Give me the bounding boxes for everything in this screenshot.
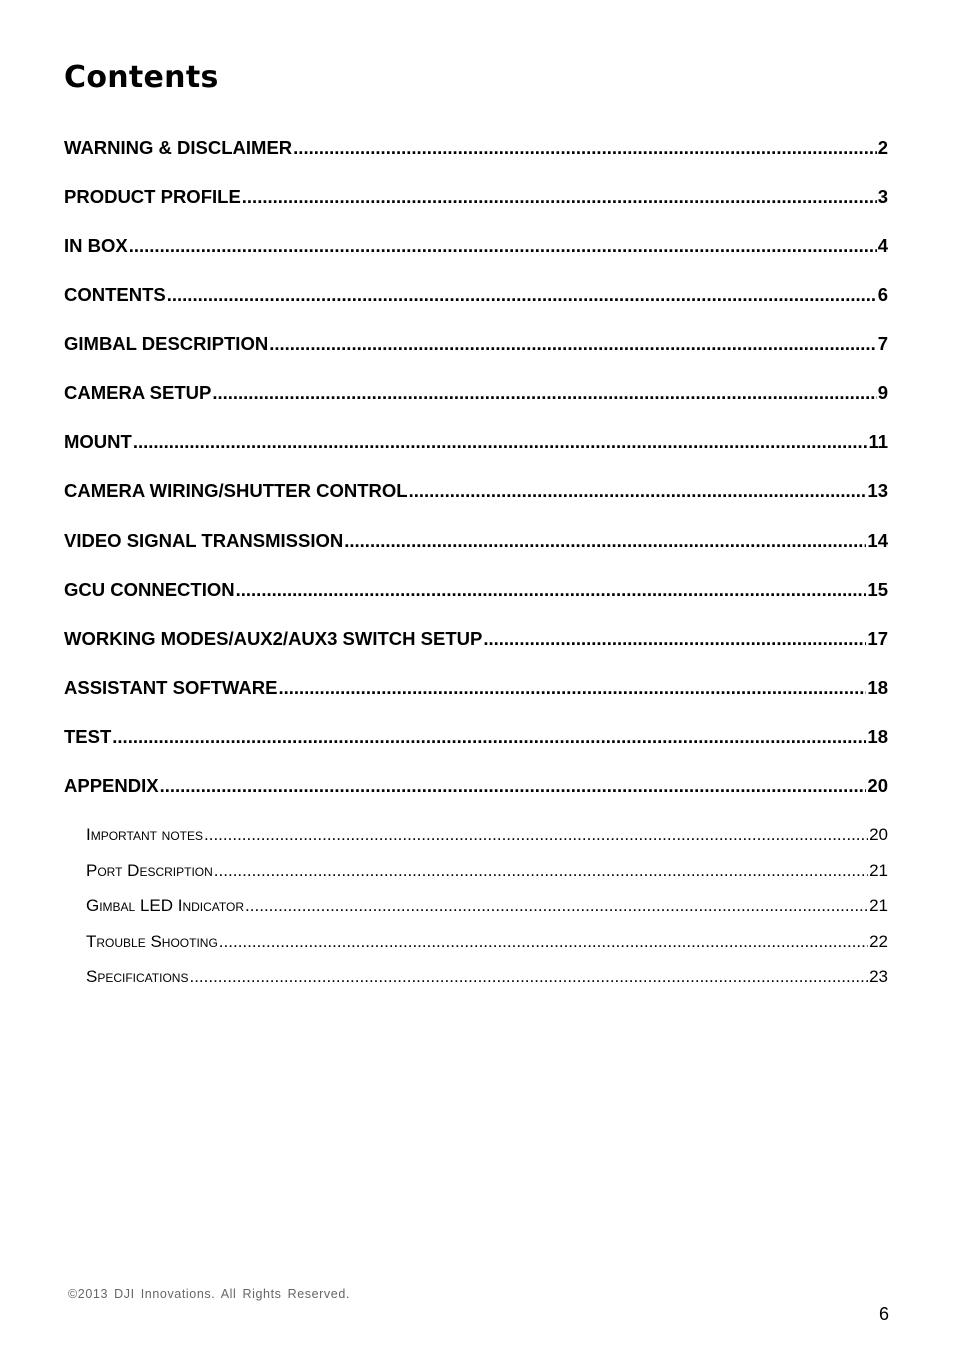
toc-entry-page: 4: [877, 235, 888, 256]
toc-leader-dots: [483, 627, 866, 651]
toc-entry-page: 3: [877, 186, 888, 207]
toc-entry-in-box[interactable]: [64, 234, 888, 258]
toc-entry-title: TEST: [64, 726, 112, 747]
toc-entry-page: 20: [869, 825, 888, 844]
toc-leader-dots: [409, 479, 867, 503]
toc-entry-title: Trouble Shooting: [86, 932, 218, 951]
toc-leader-dots: [344, 529, 866, 553]
toc-entry-warning-disclaimer[interactable]: [64, 136, 888, 160]
toc-entry-appendix[interactable]: [64, 774, 888, 798]
toc-entry-test[interactable]: [64, 725, 888, 749]
toc-leader-dots: [236, 578, 867, 602]
toc-leader-dots: [189, 965, 868, 989]
toc-leader-dots: [269, 332, 877, 356]
toc-entry-page: 21: [869, 861, 888, 880]
toc-leader-dots: [293, 136, 877, 160]
toc-entry-camera-setup[interactable]: [64, 381, 888, 405]
toc-entry-camera-wiring[interactable]: [64, 479, 888, 503]
toc-entry-title: Port Description: [86, 861, 213, 880]
toc-entry-working-modes[interactable]: [64, 627, 888, 651]
toc-entry-page: 9: [877, 382, 888, 403]
toc-entry-title: ASSISTANT SOFTWARE: [64, 677, 278, 698]
toc-entry-page: 20: [867, 775, 888, 796]
toc-entry-contents[interactable]: [64, 283, 888, 307]
toc-subentry-important-notes[interactable]: [86, 823, 888, 847]
toc-entry-title: APPENDIX: [64, 775, 159, 796]
toc-subentry-port-description[interactable]: [86, 859, 888, 883]
toc-entry-page: 18: [867, 677, 888, 698]
toc-entry-assistant-software[interactable]: [64, 676, 888, 700]
toc-leader-dots: [278, 676, 866, 700]
toc-entry-page: 23: [869, 967, 888, 986]
toc-entry-title: Important notes: [86, 825, 204, 844]
toc-leader-dots: [214, 859, 868, 883]
toc-leader-dots: [112, 725, 866, 749]
toc-leader-dots: [167, 283, 877, 307]
footer-copyright: ©2013 DJI Innovations. All Rights Reserved.: [68, 1287, 350, 1301]
toc-entry-page: 17: [867, 628, 888, 649]
toc-entry-title: VIDEO SIGNAL TRANSMISSION: [64, 530, 344, 551]
toc-entry-title: WARNING & DISCLAIMER: [64, 137, 293, 158]
toc-subentry-specifications[interactable]: [86, 965, 888, 989]
toc-entry-title: Specifications: [86, 967, 189, 986]
toc-entry-title: MOUNT: [64, 431, 132, 452]
toc-entry-page: 2: [877, 137, 888, 158]
toc-leader-dots: [129, 234, 877, 258]
toc-entry-page: 6: [877, 284, 888, 305]
toc-entry-title: CAMERA SETUP: [64, 382, 212, 403]
toc-entry-page: 15: [867, 579, 888, 600]
toc-entry-title: IN BOX: [64, 235, 128, 256]
page-title: Contents: [64, 60, 219, 95]
toc-leader-dots: [212, 381, 876, 405]
toc-entry-product-profile[interactable]: [64, 185, 888, 209]
toc-entry-title: CONTENTS: [64, 284, 166, 305]
toc-entry-page: 22: [869, 932, 888, 951]
toc-entry-gcu-connection[interactable]: [64, 578, 888, 602]
toc-leader-dots: [133, 430, 868, 454]
toc-entry-page: 18: [867, 726, 888, 747]
toc-entry-page: 14: [867, 530, 888, 551]
toc-entry-mount[interactable]: [64, 430, 888, 454]
toc-leader-dots: [160, 774, 867, 798]
toc-entry-page: 21: [869, 896, 888, 915]
toc-entry-title: Gimbal LED Indicator: [86, 896, 245, 915]
toc-entry-video-signal[interactable]: [64, 529, 888, 553]
toc-entry-title: GCU CONNECTION: [64, 579, 235, 600]
toc-subentry-gimbal-led[interactable]: [86, 894, 888, 918]
toc-leader-dots: [204, 823, 868, 847]
toc-entry-title: GIMBAL DESCRIPTION: [64, 333, 269, 354]
toc-entry-page: 13: [867, 480, 888, 501]
toc-entry-title: CAMERA WIRING/SHUTTER CONTROL: [64, 480, 408, 501]
toc-entry-page: 7: [877, 333, 888, 354]
toc-entry-title: PRODUCT PROFILE: [64, 186, 241, 207]
toc-entry-title: WORKING MODES/AUX2/AUX3 SWITCH SETUP: [64, 628, 483, 649]
toc-leader-dots: [219, 930, 868, 954]
toc-entry-gimbal-description[interactable]: [64, 332, 888, 356]
page-number: 6: [878, 1304, 889, 1324]
toc-leader-dots: [242, 185, 877, 209]
toc-leader-dots: [245, 894, 868, 918]
toc-subentry-trouble-shooting[interactable]: [86, 930, 888, 954]
toc-entry-page: 11: [868, 431, 888, 452]
